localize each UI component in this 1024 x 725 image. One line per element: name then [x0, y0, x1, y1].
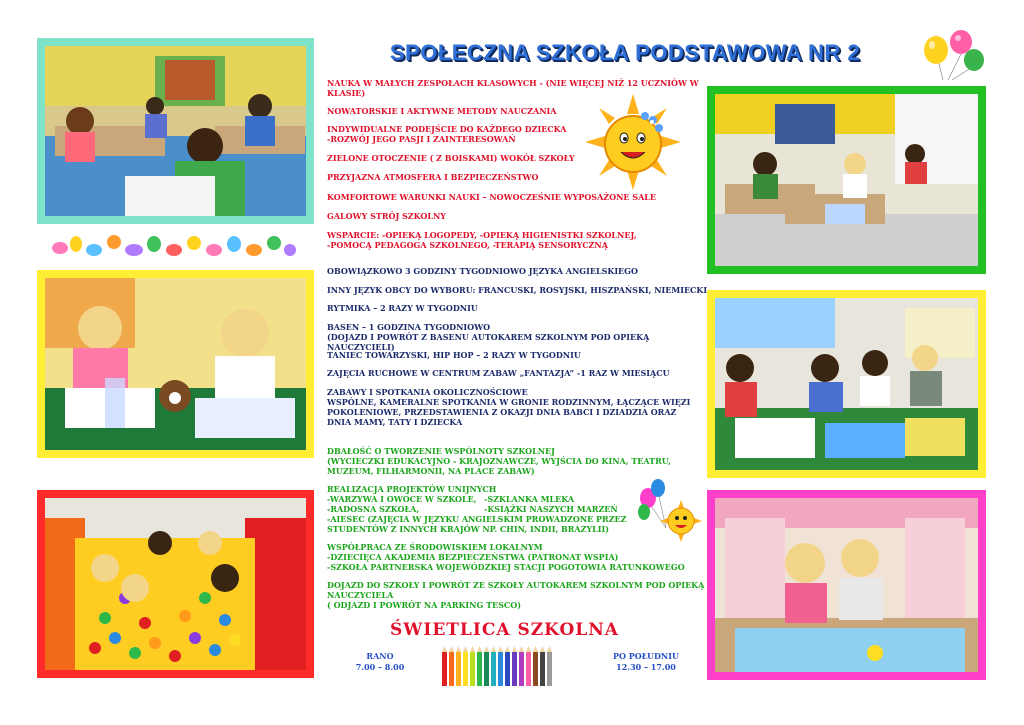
- community-care: DBAŁOŚĆ O TWORZENIE WSPÓLNOTY SZKOLNEJ (WYCIECZKI EDUKACYJNO - KRAJOZNAWCZE, WYJŚCIA DO KINA, TEATRU, MUZEUM, FILHARMONII, NA PLACE ZABAW): [327, 446, 671, 476]
- page-title: SPOŁECZNA SZKOŁA PODSTAWOWA NR 2: [389, 40, 861, 65]
- feature-support: WSPARCIE: -OPIEKĄ LOGOPEDY, -OPIEKĄ HIGIENISTKI SZKOLNEJ, -POMOCĄ PEDAGOGA SZKOLNEGO, -TERAPIĄ SENSORYCZNĄ: [327, 230, 637, 250]
- projects-aiesec: -AIESEC (ZAJĘCIA W JĘZYKU ANGIELSKIM PROWADZONE PRZEZ STUDENTÓW Z INNYCH KRAJÓW NP. CHIN, INDII, BRAZYLII): [327, 514, 627, 534]
- feature-uniform: GALOWY STRÓJ SZKOLNY: [327, 211, 447, 221]
- activity-rhythmics: RYTMIKA – 2 RAZY W TYGODNIU: [327, 303, 478, 313]
- projects-right: -SZKLANKA MLEKA -KSIĄŻKI NASZYCH MARZEŃ: [484, 494, 618, 514]
- photo-boys-crafts: [715, 298, 978, 470]
- activity-english: OBOWIĄZKOWO 3 GODZINY TYGODNIOWO JĘZYKA ANGIELSKIEGO: [327, 266, 638, 276]
- sun-balloons-icon: [636, 478, 702, 544]
- photo-frame-playhouse: [707, 490, 986, 680]
- activity-dance: TANIEC TOWARZYSKI, HIP HOP – 2 RAZY W TYGODNIU: [327, 350, 581, 360]
- photo-frame-boys-crafts: [707, 290, 986, 478]
- photo-frame-classroom-desks: [707, 86, 986, 274]
- feature-green: ZIELONE OTOCZENIE ( Z BOISKAMI) WOKÓŁ SZKOŁY: [327, 153, 575, 163]
- crayons-icon: [440, 646, 556, 688]
- feature-methods: NOWATORSKIE I AKTYWNE METODY NAUCZANIA: [327, 106, 557, 116]
- photo-classroom-desks: [715, 94, 978, 266]
- photo-girls-colouring: [45, 278, 306, 450]
- morning-hours: 7.00 – 8.00: [355, 662, 405, 672]
- community-transport: DOJAZD DO SZKOŁY I POWRÓT ZE SZKOŁY AUTOKAREM SZKOLNYM POD OPIEKĄ NAUCZYCIELA ( ODJAZD I POWRÓT NA PARKING TESCO): [327, 580, 705, 610]
- activity-foreign-language: INNY JĘZYK OBCY DO WYBORU: FRANCUSKI, ROSYJSKI, HISZPAŃSKI, NIEMIECKI: [327, 285, 708, 295]
- morning-label: RANO: [366, 651, 394, 661]
- photo-playhouse: [715, 498, 978, 672]
- community-cooperation: WSPÓŁPRACA ZE ŚRODOWISKIEM LOKALNYM -DZIECIĘCA AKADEMIA BEZPIECZEŃSTWA (PATRONAT WSPIA) -SZKOŁA PARTNERSKA WOJEWÓDZKIEJ STACJI POGOTOWIA RATUNKOWEGO: [327, 542, 685, 572]
- balloons-icon: [918, 30, 986, 80]
- feature-conditions: KOMFORTOWE WARUNKI NAUKI – NOWOCZEŚNIE WYPOSAŻONE SALE: [327, 192, 656, 202]
- projects-title: REALIZACJA PROJEKTÓW UNIJNYCH: [327, 484, 497, 494]
- afternoon-hours: 12.30 – 17.00: [616, 662, 676, 672]
- photo-frame-ball-pit: [37, 490, 314, 678]
- afternoon-label: PO POŁUDNIU: [613, 651, 679, 661]
- photo-frame-girls-colouring: [37, 270, 314, 458]
- swietlica-title: ŚWIETLICA SZKOLNA: [390, 620, 619, 640]
- feature-atmosphere: PRZYJAZNA ATMOSFERA I BEZPIECZEŃSTWO: [327, 172, 539, 182]
- activity-pool: BASEN – 1 GODZINA TYGODNIOWO (DOJAZD I POWRÓT Z BASENU AUTOKAREM SZKOLNYM POD OPIEKĄ NAUCZYCIELI): [327, 322, 650, 352]
- photo-classroom-drawing: [45, 46, 306, 216]
- photo-ball-pit: [45, 498, 306, 670]
- photo-frame-classroom-drawing: [37, 38, 314, 224]
- projects-left: -WARZYWA I OWOCE W SZKOLE, -RADOSNA SZKOŁA,: [327, 494, 477, 514]
- feature-small-groups: NAUKA W MAŁYCH ZESPOŁACH KLASOWYCH - (NIE WIĘCEJ NIŻ 12 UCZNIÓW W KLASIE): [327, 78, 699, 98]
- activity-events: ZABAWY I SPOTKANIA OKOLICZNOŚCIOWE WSPÓLNE, KAMERALNE SPOTKANIA W GRONIE RODZINNYM, ŁĄCZĄCE WIĘZI POKOLENIOWE, PRZEDSTAWIENIA Z OKAZJI DNIA BABCI I DZIADZIA ORAZ DNIA MAMY, TATY I DZIECKA: [327, 387, 691, 427]
- butterflies-icon: [48, 228, 298, 266]
- activity-fantazja: ZAJĘCIA RUCHOWE W CENTRUM ZABAW „FANTAZJA” -1 RAZ W MIESIĄCU: [327, 368, 670, 378]
- feature-individual: INDYWIDUALNE PODEJŚCIE DO KAŻDEGO DZIECKA -ROZWÓJ JEGO PASJI I ZAINTERESOWAŃ: [327, 124, 567, 144]
